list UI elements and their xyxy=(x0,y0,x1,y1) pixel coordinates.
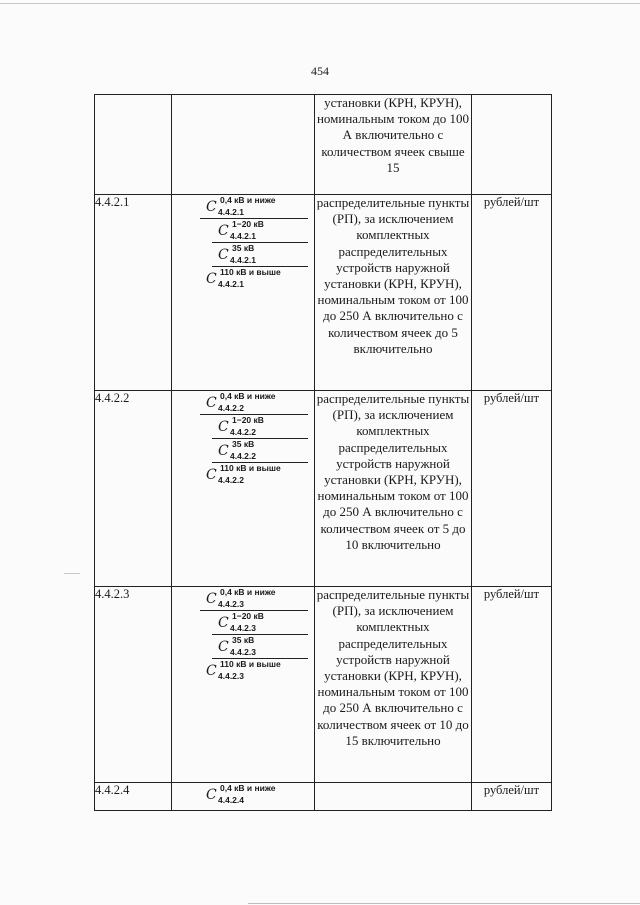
coefficient-subscript: 4.4.2.2 xyxy=(230,451,256,461)
table-row xyxy=(95,195,552,391)
page-bottom-edge xyxy=(248,903,640,904)
coefficient-cell xyxy=(172,391,315,587)
coefficient-superscript: 0,4 кВ и ниже xyxy=(220,783,276,793)
unit-cell: рублей/шт xyxy=(472,783,552,811)
unit-cell xyxy=(472,95,552,195)
page-top-edge xyxy=(0,3,640,4)
coefficient-formula xyxy=(200,783,308,806)
tariff-table xyxy=(94,94,552,811)
unit-cell: рублей/шт xyxy=(472,391,552,587)
page-number: 454 xyxy=(311,64,329,78)
coefficient-subscript: 4.4.2.1 xyxy=(230,231,256,241)
coefficient-cell xyxy=(172,783,315,811)
description-cell: распределительные пункты (РП), за исключением комплектных распределительных устройств наружной установки (КРН, КРУН), номинальным током от 100 до 250 А включительно с количеством ячеек от 10 до 15 включительно xyxy=(315,587,472,783)
coefficient-cell xyxy=(172,195,315,391)
coefficient-formula xyxy=(200,195,308,219)
coefficient-cell xyxy=(172,587,315,783)
coefficient-superscript: 35 кВ xyxy=(232,243,255,253)
description-cell: распределительные пункты (РП), за исключением комплектных распределительных устройств наружной установки (КРН, КРУН), номинальным током от 100 до 250 А включительно с количеством ячеек от 5 до 10 включительно xyxy=(315,391,472,587)
coefficient-formula xyxy=(200,463,308,486)
description-cell: установки (КРН, КРУН), номинальным током до 100 А включительно с количеством ячеек свыше 15 xyxy=(315,95,472,195)
coefficient-formula xyxy=(212,635,308,659)
coefficient-symbol: C xyxy=(218,443,229,459)
coefficient-formula xyxy=(212,439,308,463)
coefficient-superscript: 0,4 кВ и ниже xyxy=(220,195,276,205)
table-row xyxy=(95,783,552,811)
coefficient-cell xyxy=(172,95,315,195)
coefficient-superscript: 110 кВ и выше xyxy=(220,659,281,669)
coefficient-symbol: C xyxy=(218,223,229,239)
coefficient-superscript: 0,4 кВ и ниже xyxy=(220,391,276,401)
coefficient-symbol: C xyxy=(206,199,217,215)
coefficient-symbol: C xyxy=(218,247,229,263)
coefficient-symbol: C xyxy=(206,787,217,803)
coefficient-superscript: 1−20 кВ xyxy=(232,611,264,621)
code-cell: 4.4.2.4 xyxy=(95,783,172,811)
coefficient-subscript: 4.4.2.2 xyxy=(218,403,244,413)
coefficient-superscript: 110 кВ и выше xyxy=(220,267,281,277)
coefficient-symbol: C xyxy=(206,663,217,679)
coefficient-subscript: 4.4.2.3 xyxy=(218,599,244,609)
coefficient-subscript: 4.4.2.2 xyxy=(230,427,256,437)
unit-cell: рублей/шт xyxy=(472,587,552,783)
coefficient-superscript: 1−20 кВ xyxy=(232,219,264,229)
coefficient-symbol: C xyxy=(218,639,229,655)
table-row xyxy=(95,391,552,587)
coefficient-symbol: C xyxy=(218,615,229,631)
margin-mark xyxy=(64,573,80,574)
code-cell: 4.4.2.2 xyxy=(95,391,172,587)
code-cell: 4.4.2.3 xyxy=(95,587,172,783)
coefficient-formula xyxy=(200,659,308,682)
coefficient-formula xyxy=(212,243,308,267)
coefficient-subscript: 4.4.2.1 xyxy=(218,207,244,217)
coefficient-symbol: C xyxy=(206,271,217,287)
coefficient-formula xyxy=(212,415,308,439)
table-row xyxy=(95,587,552,783)
coefficient-formula xyxy=(212,219,308,243)
coefficient-symbol: C xyxy=(206,395,217,411)
code-cell xyxy=(95,95,172,195)
coefficient-superscript: 1−20 кВ xyxy=(232,415,264,425)
coefficient-subscript: 4.4.2.4 xyxy=(218,795,244,805)
coefficient-subscript: 4.4.2.3 xyxy=(218,671,244,681)
coefficient-symbol: C xyxy=(218,419,229,435)
coefficient-subscript: 4.4.2.1 xyxy=(230,255,256,265)
coefficient-formula xyxy=(200,587,308,611)
coefficient-symbol: C xyxy=(206,467,217,483)
coefficient-symbol: C xyxy=(206,591,217,607)
description-cell: распределительные пункты (РП), за исключением комплектных распределительных устройств наружной установки (КРН, КРУН), номинальным током от 100 до 250 А включительно с количеством ячеек до 5 включительно xyxy=(315,195,472,391)
coefficient-subscript: 4.4.2.3 xyxy=(230,647,256,657)
code-cell: 4.4.2.1 xyxy=(95,195,172,391)
description-cell xyxy=(315,783,472,811)
unit-cell: рублей/шт xyxy=(472,195,552,391)
coefficient-formula xyxy=(212,611,308,635)
coefficient-formula xyxy=(200,267,308,290)
coefficient-subscript: 4.4.2.2 xyxy=(218,475,244,485)
table-row-continuation xyxy=(95,95,552,195)
coefficient-superscript: 110 кВ и выше xyxy=(220,463,281,473)
coefficient-subscript: 4.4.2.1 xyxy=(218,279,244,289)
coefficient-superscript: 35 кВ xyxy=(232,635,255,645)
coefficient-subscript: 4.4.2.3 xyxy=(230,623,256,633)
coefficient-superscript: 0,4 кВ и ниже xyxy=(220,587,276,597)
coefficient-formula xyxy=(200,391,308,415)
coefficient-superscript: 35 кВ xyxy=(232,439,255,449)
